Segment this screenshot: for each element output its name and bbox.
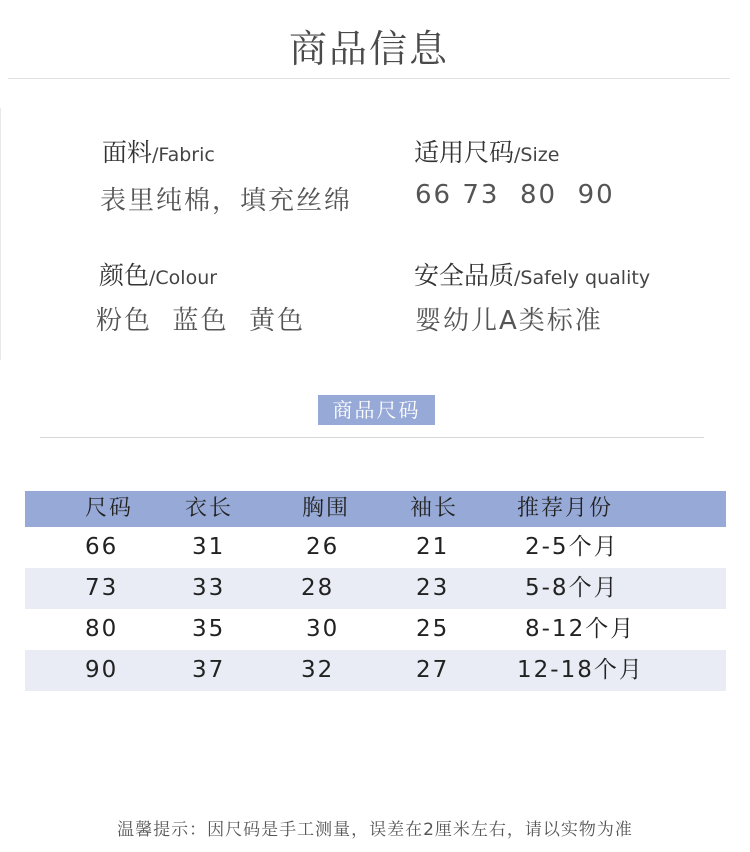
table-cell: 31 [192,534,226,560]
table-cell: 12-18个月 [517,657,644,683]
colour-label-en: /Colour [149,267,218,289]
size-table [25,491,726,691]
header-cell-sleeve: 袖长 [410,496,459,521]
fabric-label-en: /Fabric [152,144,215,166]
table-cell: 28 [301,575,335,601]
table-cell: 5-8个月 [525,575,619,601]
quality-value: 婴幼儿A类标准 [415,306,603,336]
colour-label-cn: 颜色 [99,261,150,290]
size-label-cn: 适用尺码 [414,138,515,167]
size-label [414,133,559,169]
table-cell: 2-5个月 [525,534,619,560]
fabric-value: 表里纯棉，填充丝绵 [100,186,353,216]
table-cell: 30 [306,616,340,642]
header-cell-age: 推荐月份 [517,496,614,521]
footer-note: 温馨提示：因尺码是手工测量，误差在2厘米左右，请以实物为准 [117,820,633,840]
size-label-en: /Size [514,144,560,166]
fabric-label [102,133,215,169]
table-cell: 25 [416,616,450,642]
colour-value: 粉色 蓝色 黄色 [96,306,306,336]
table-cell: 66 [85,534,119,560]
table-cell: 23 [416,575,450,601]
table-cell: 73 [85,575,119,601]
size-section-badge: 商品尺码 [318,395,435,425]
table-cell: 8-12个月 [525,616,636,642]
page-title: 商品信息 [288,27,449,71]
title-divider [8,78,730,79]
quality-label-cn: 安全品质 [414,261,515,290]
size-section-divider [40,437,704,438]
table-cell: 80 [85,616,119,642]
quality-label [414,256,650,292]
table-cell: 35 [192,616,226,642]
table-cell: 26 [306,534,340,560]
header-cell-chest: 胸围 [302,496,351,521]
colour-label [99,256,217,292]
table-header-row [25,491,726,527]
table-cell: 90 [85,657,119,683]
table-cell: 32 [301,657,335,683]
quality-label-en: /Safely quality [514,267,651,289]
header-cell-length: 衣长 [185,496,234,521]
left-divider [0,108,1,360]
header-cell-size: 尺码 [85,496,134,521]
table-row [25,609,726,650]
table-row [25,527,726,568]
table-cell: 37 [192,657,226,683]
fabric-label-cn: 面料 [102,138,153,167]
table-row [25,650,726,691]
table-cell: 21 [416,534,450,560]
table-row [25,568,726,609]
size-value: 66 73 80 90 [415,180,615,210]
table-cell: 27 [416,657,450,683]
table-cell: 33 [192,575,226,601]
